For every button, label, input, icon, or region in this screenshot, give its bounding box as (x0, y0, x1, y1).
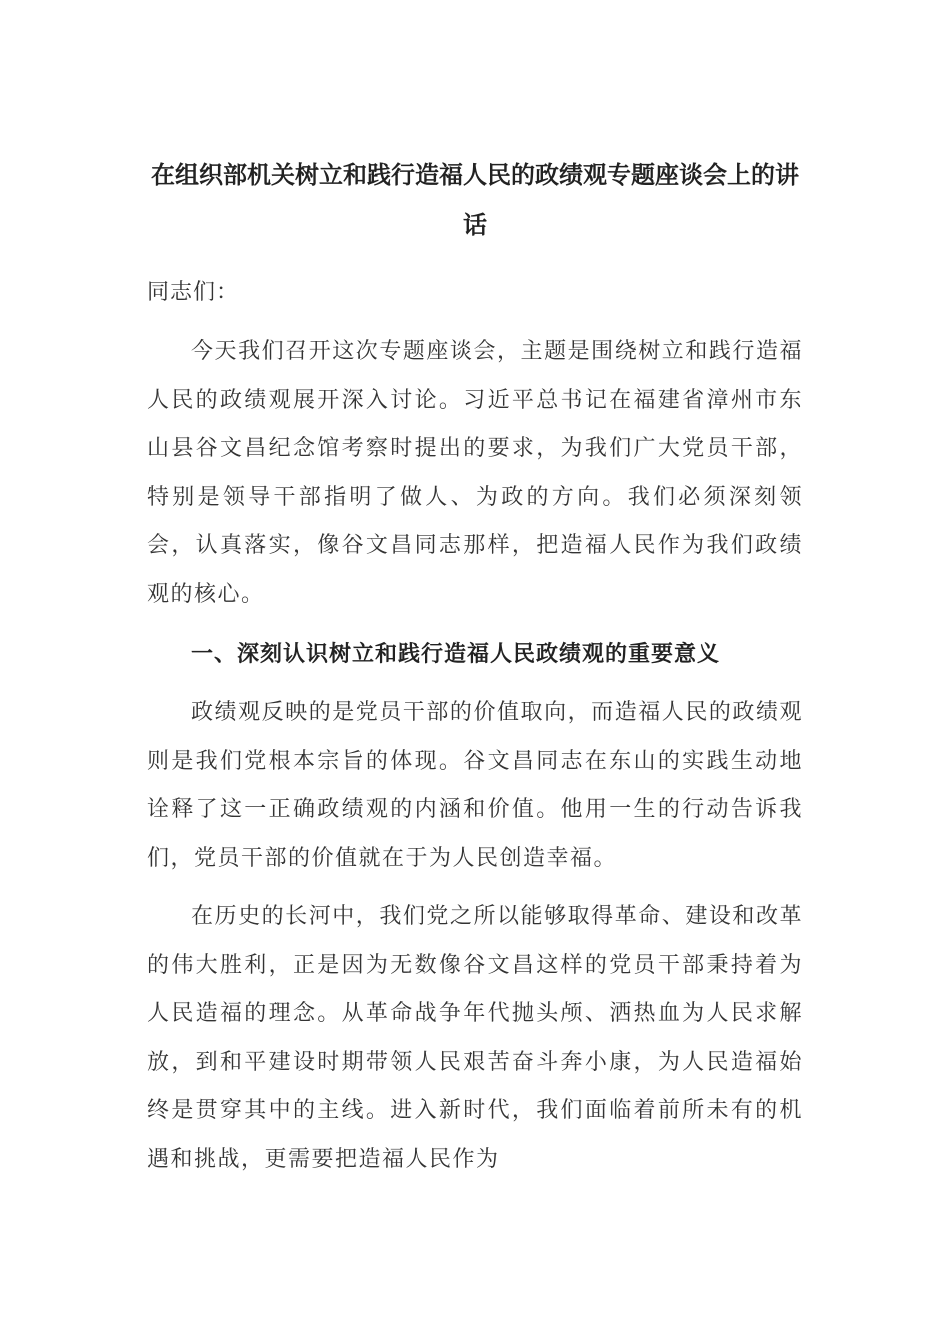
salutation: 同志们： (147, 280, 240, 305)
section-heading: 一、深刻认识树立和践行造福人民政绩观的重要意义 (191, 642, 721, 667)
intro-paragraph: 今天我们召开这次专题座谈会，主题是围绕树立和践行造福人民的政绩观展开深入讨论。习近平总书记在福建省漳州市东山县谷文昌纪念馆考察时提出的要求，为我们广大党员干部，特别是领导干部指明了做人、为政的方向。我们必须深刻领会，认真落实，像谷文昌同志那样，把造福人民作为我们政绩观的核心。 (147, 339, 803, 607)
section-paragraph: 在历史的长河中，我们党之所以能够取得革命、建设和改革的伟大胜利，正是因为无数像谷文昌这样的党员干部秉持着为人民造福的理念。从革命战争年代抛头颅、洒热血为人民求解放，到和平建设时期带领人民艰苦奋斗奔小康，为人民造福始终是贯穿其中的主线。进入新时代，我们面临着前所未有的机遇和挑战，更需要把造福人民作为 (147, 904, 803, 1172)
section-paragraph: 政绩观反映的是党员干部的价值取向，而造福人民的政绩观则是我们党根本宗旨的体现。谷文昌同志在东山的实践生动地诠释了这一正确政绩观的内涵和价值。他用一生的行动告诉我们，党员干部的价值就在于为人民创造幸福。 (147, 700, 803, 871)
document-body (147, 150, 803, 1184)
document-title: 在组织部机关树立和践行造福人民的政绩观专题座谈会上的讲话 (151, 161, 799, 239)
